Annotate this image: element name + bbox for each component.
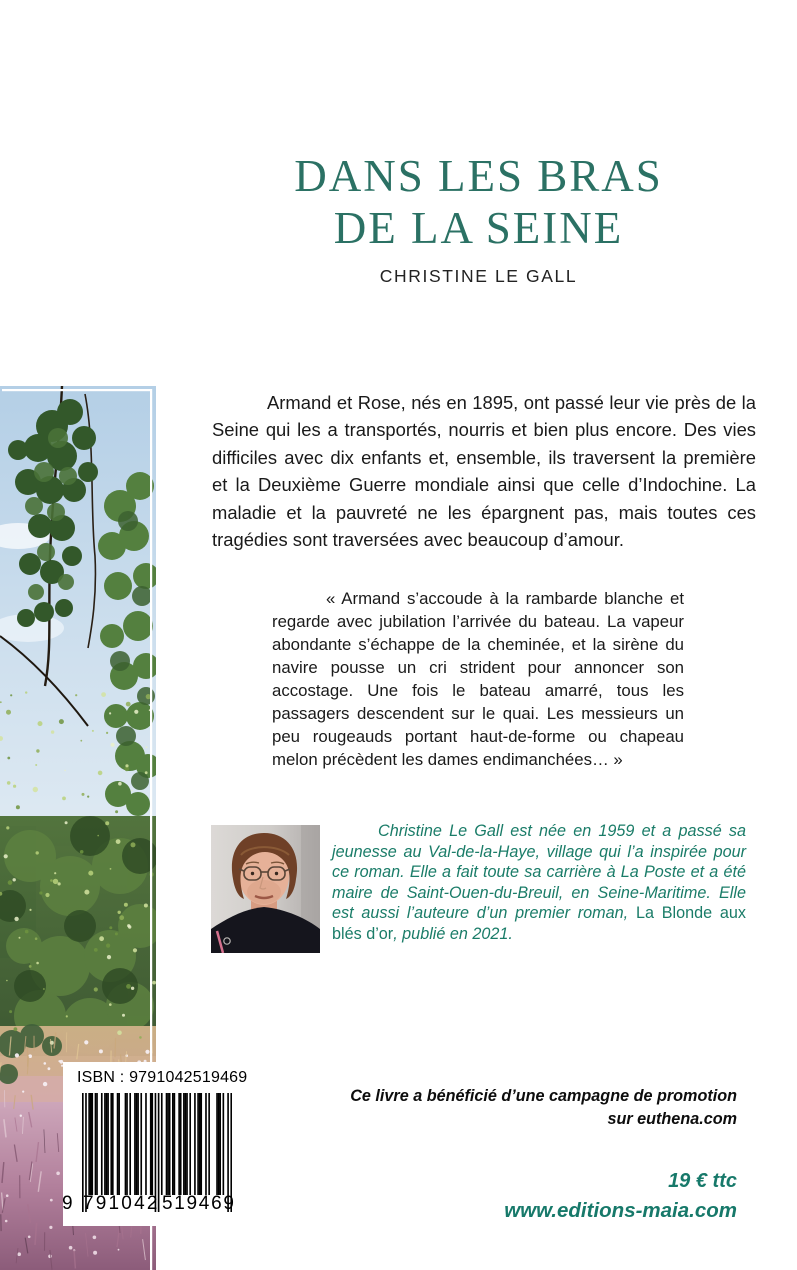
publisher-website: www.editions-maia.com	[504, 1199, 737, 1222]
book-title	[200, 150, 757, 254]
author-photo	[211, 825, 320, 953]
promotion-line2: sur euthena.com	[607, 1109, 737, 1128]
author-name: CHRISTINE LE GALL	[379, 266, 578, 286]
barcode-digits-group2: 519469	[162, 1193, 236, 1214]
isbn-box	[63, 1062, 305, 1226]
barcode-digits-group1: 791042	[83, 1193, 160, 1214]
promotion-note	[257, 1085, 737, 1130]
bio-part2: , publié en 2021.	[393, 924, 513, 943]
barcode-digit-first: 9	[62, 1193, 73, 1214]
price: 19 € ttc	[668, 1170, 737, 1192]
excerpt-quote: « Armand s’accoude à la rambarde blanche et regarde avec jubilation l’arrivée du bateau. La vapeur abondante s’échappe de la cheminée, et la sirène du navire pousse un cri strident pour annoncer son accostage. Une fois le bateau amarré, tous les passagers descendent sur le quai. Les messieurs un peu rougeauds portant haut-de-forme ou chapeau melon précèdent les dames endimanchées… »	[272, 589, 684, 769]
synopsis-paragraph: Armand et Rose, nés en 1895, ont passé leur vie près de la Seine qui les a transportés, nourris et bien plus encore. Des vies difficiles avec dix enfants et, ensemble, ils traversent la première et la Deuxième Guerre mondiale ainsi que celle d’Indochine. La maladie et la pauvreté ne les épargnent pas, mais toutes ces tragédies sont traversées avec beaucoup d’amour.	[212, 392, 756, 551]
pricing-block	[337, 1167, 737, 1225]
author-bio	[332, 821, 746, 944]
previous-book-title: La Blonde aux blés d’or	[332, 904, 746, 943]
bio-part1: Christine Le Gall est née en 1959 et a passé sa jeunesse au Val-de-la-Haye, village qui l’a inspirée pour ce roman. Elle a fait toute sa carrière à La Poste et a été maire de Saint-Ouen-du-Breuil, en Seine-Maritime. Elle est aussi l’auteure d’un premier roman,	[332, 822, 746, 922]
promotion-line1: Ce livre a bénéficié d’une campagne de promotion	[350, 1087, 737, 1105]
book-title-line1: DANS LES BRAS	[294, 151, 663, 201]
frame-line-top	[2, 389, 152, 391]
isbn-label: ISBN : 9791042519469	[77, 1069, 248, 1086]
book-title-line2: DE LA SEINE	[333, 203, 624, 253]
